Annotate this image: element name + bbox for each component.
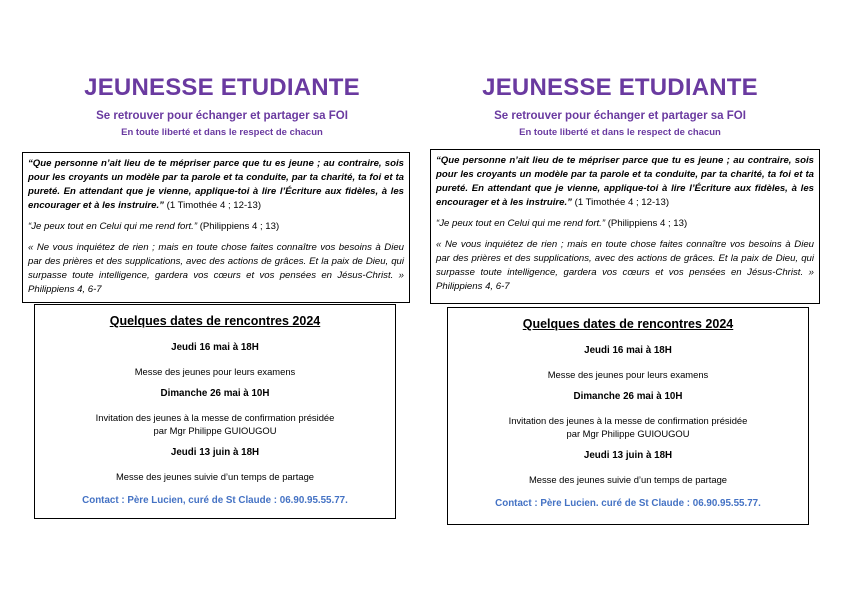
quote-timothee-ref: (1 Timothée 4 ; 12-13) (163, 200, 262, 211)
flyer-right (420, 0, 820, 595)
event-description: Messe des jeunes pour leurs examens (547, 369, 709, 380)
scripture-quotes-box (430, 149, 820, 304)
event-description: Messe des jeunes pour leurs examens (134, 366, 296, 377)
scripture-quotes-box (22, 152, 410, 303)
event-date: Dimanche 26 mai à 10H (573, 391, 683, 402)
quote-timothee-text: “Que personne n’ait lieu de te mépriser parce que tu es jeune ; au contraire, sois pour les croyants un modèle par ta parole et ta conduite, par ta charité, ta foi et ta pureté. En attendant que je vienne, applique-toi à lire l’Écriture aux fidèles, à les encourager et à les instruire.” (28, 158, 404, 211)
quote-philippiens-46: « Ne vous inquiétez de rien ; mais en toute chose faites connaître vos besoins à Dieu par des prières et des supplications, avec des actions de grâces. Et la paix de Dieu, qui surpasse toute intelligence, gardera vos cœurs et vos pensées en Jésus-Christ. » Philippiens 4, 6-7 (436, 239, 814, 292)
event-date: Jeudi 13 juin à 18H (170, 447, 260, 458)
meeting-dates-title: Quelques dates de rencontres 2024 (522, 317, 734, 331)
event-description (448, 414, 808, 440)
quote-philippiens-413-ref: (Philippiens 4 ; 13) (197, 221, 280, 232)
quote-philippiens-46: « Ne vous inquiétez de rien ; mais en toute chose faites connaître vos besoins à Dieu par des prières et des supplications, avec des actions de grâces. Et la paix de Dieu, qui surpasse toute intelligence, gardera vos cœurs et vos pensées en Jésus-Christ. » Philippiens 4, 6-7 (28, 242, 404, 295)
quote-philippiens-413-text: “Je peux tout en Celui qui me rend fort.” (436, 218, 606, 229)
quote-philippiens-413-text: “Je peux tout en Celui qui me rend fort.” (28, 221, 198, 232)
meeting-dates-box (34, 304, 396, 519)
event-description-line: Invitation des jeunes à la messe de confirmation présidée (95, 412, 335, 423)
flyer-left (22, 0, 422, 595)
quote-timothee-ref: (1 Timothée 4 ; 12-13) (571, 197, 670, 208)
quote-timothee-text: “Que personne n’ait lieu de te mépriser parce que tu es jeune ; au contraire, sois pour les croyants un modèle par ta parole et ta conduite, par ta charité, ta foi et ta pureté. En attendant que je vienne, applique-toi à lire l’Écriture aux fidèles, à les encourager et à les instruire.” (436, 155, 814, 208)
event-description (35, 411, 395, 437)
flyer-tagline: En toute liberté et dans le respect de chacun (121, 127, 323, 138)
event-description-line: par Mgr Philippe GUIOUGOU (566, 428, 690, 439)
quote-philippiens-413 (28, 220, 404, 234)
meeting-dates-title: Quelques dates de rencontres 2024 (109, 314, 321, 328)
quote-timothee (436, 154, 814, 210)
quote-timothee (28, 157, 404, 213)
event-date: Jeudi 16 mai à 18H (171, 342, 259, 353)
event-description: Messe des jeunes suivie d’un temps de partage (528, 474, 728, 485)
contact-info: Contact : Père Lucien, curé de St Claude : 06.90.95.55.77. (82, 495, 348, 506)
meeting-dates-box (447, 307, 809, 525)
event-date: Jeudi 13 juin à 18H (583, 450, 673, 461)
contact-info: Contact : Père Lucien. curé de St Claude : 06.90.95.55.77. (495, 498, 761, 509)
event-description: Messe des jeunes suivie d’un temps de partage (115, 471, 315, 482)
flyer-subtitle: Se retrouver pour échanger et partager sa FOI (96, 110, 348, 122)
flyer-subtitle: Se retrouver pour échanger et partager sa FOI (494, 110, 746, 122)
event-date: Jeudi 16 mai à 18H (584, 345, 672, 356)
event-description-line: par Mgr Philippe GUIOUGOU (153, 425, 277, 436)
event-date: Dimanche 26 mai à 10H (160, 388, 270, 399)
quote-philippiens-413-ref: (Philippiens 4 ; 13) (605, 218, 688, 229)
quote-philippiens-413 (436, 217, 814, 231)
flyer-title: JEUNESSE ETUDIANTE (84, 74, 360, 101)
flyer-tagline: En toute liberté et dans le respect de chacun (519, 127, 721, 138)
event-description-line: Invitation des jeunes à la messe de confirmation présidée (508, 415, 748, 426)
flyer-title: JEUNESSE ETUDIANTE (482, 74, 758, 101)
